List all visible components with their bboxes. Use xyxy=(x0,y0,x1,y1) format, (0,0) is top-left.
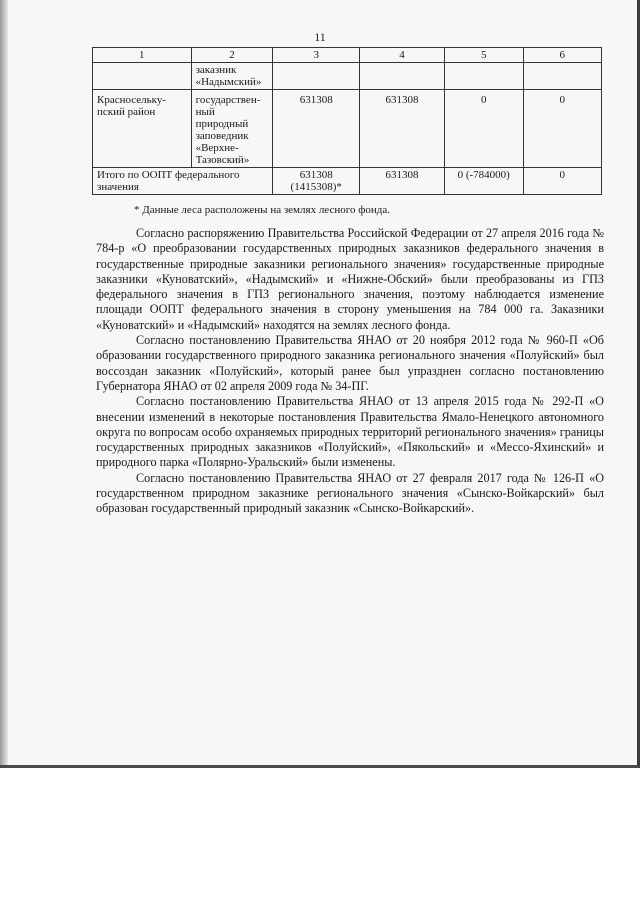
header-cell-5: 5 xyxy=(444,48,523,63)
page-number: 11 xyxy=(314,30,326,44)
table-total-row xyxy=(93,168,602,195)
table-cell: 0 xyxy=(444,90,523,168)
table-row xyxy=(93,63,602,90)
paragraph-1: Согласно распоряжению Правительства Российской Федерации от 27 апреля 2016 года № 784-р «О преобразовании государственных природных заказников федерального значения в государственные природные заказники регионального значения» государственные природные заказники «Куноватский», «Надымский» и «Нижне-Обский» были преобразованы из ГПЗ федерального значения в ГПЗ регионального значения, поэтому наблюдается изменение площади ООПТ федерального значения в сторону уменьшения на 784 000 га. Заказники «Куноватский» и «Надымский» находятся на землях лесного фонда. xyxy=(96,226,604,332)
header-cell-3: 3 xyxy=(273,48,360,63)
total-cell-4: 631308 xyxy=(360,168,445,195)
paragraph-3: Согласно постановлению Правительства ЯНАО от 13 апреля 2015 года № 292-П «О внесении изменений в некоторые постановления Правительства Ямало-Ненецкого автономного округа по вопросам особо охраняемых природных территорий регионального значения» границы государственных природных заказников «Полуйский», «Пякольский» и «Мессо-Яхинский» и природного парка «Полярно-Уральский» были изменены. xyxy=(96,394,604,470)
paragraph-4: Согласно постановлению Правительства ЯНАО от 27 февраля 2017 года № 126-П «О государственном природном заказнике регионального значения «Сынско-Войкарский» был образован государственный природный заказник «Сынско-Войкарский». xyxy=(96,470,604,516)
table-cell: 631308 xyxy=(360,90,445,168)
total-label: Итого по ООПТ федерального значения xyxy=(93,168,273,195)
table-cell xyxy=(273,63,360,90)
table-cell: заказник «Надымский» xyxy=(191,63,273,90)
body-text xyxy=(96,226,604,517)
header-cell-4: 4 xyxy=(360,48,445,63)
table-row xyxy=(93,90,602,168)
paragraph-2: Согласно постановлению Правительства ЯНАО от 20 ноября 2012 года № 960-П «Об образовании государственного природного заказника регионального значения «Полуйский» был воссоздан заказник «Полуйский», который ранее был упразднен согласно постановлению Губернатора ЯНАО от 02 апреля 2009 года № 34-ПГ. xyxy=(96,333,604,393)
table-cell xyxy=(523,63,601,90)
total-cell-3: 631308 (1415308)* xyxy=(273,168,360,195)
table-cell xyxy=(444,63,523,90)
table-cell: государствен-ный природный заповедник «Верхне-Тазовский» xyxy=(191,90,273,168)
table-cell xyxy=(360,63,445,90)
header-cell-1: 1 xyxy=(93,48,192,63)
header-cell-2: 2 xyxy=(191,48,273,63)
table-cell: 631308 xyxy=(273,90,360,168)
total-cell-5: 0 (-784000) xyxy=(444,168,523,195)
table-cell xyxy=(93,63,192,90)
header-cell-6: 6 xyxy=(523,48,601,63)
table-header-row xyxy=(93,48,602,63)
total-cell-6: 0 xyxy=(523,168,601,195)
protected-areas-table xyxy=(92,47,602,195)
footnote: * Данные леса расположены на землях лесного фонда. xyxy=(134,204,390,216)
table-cell: Красносельку-пский район xyxy=(93,90,192,168)
table-cell: 0 xyxy=(523,90,601,168)
